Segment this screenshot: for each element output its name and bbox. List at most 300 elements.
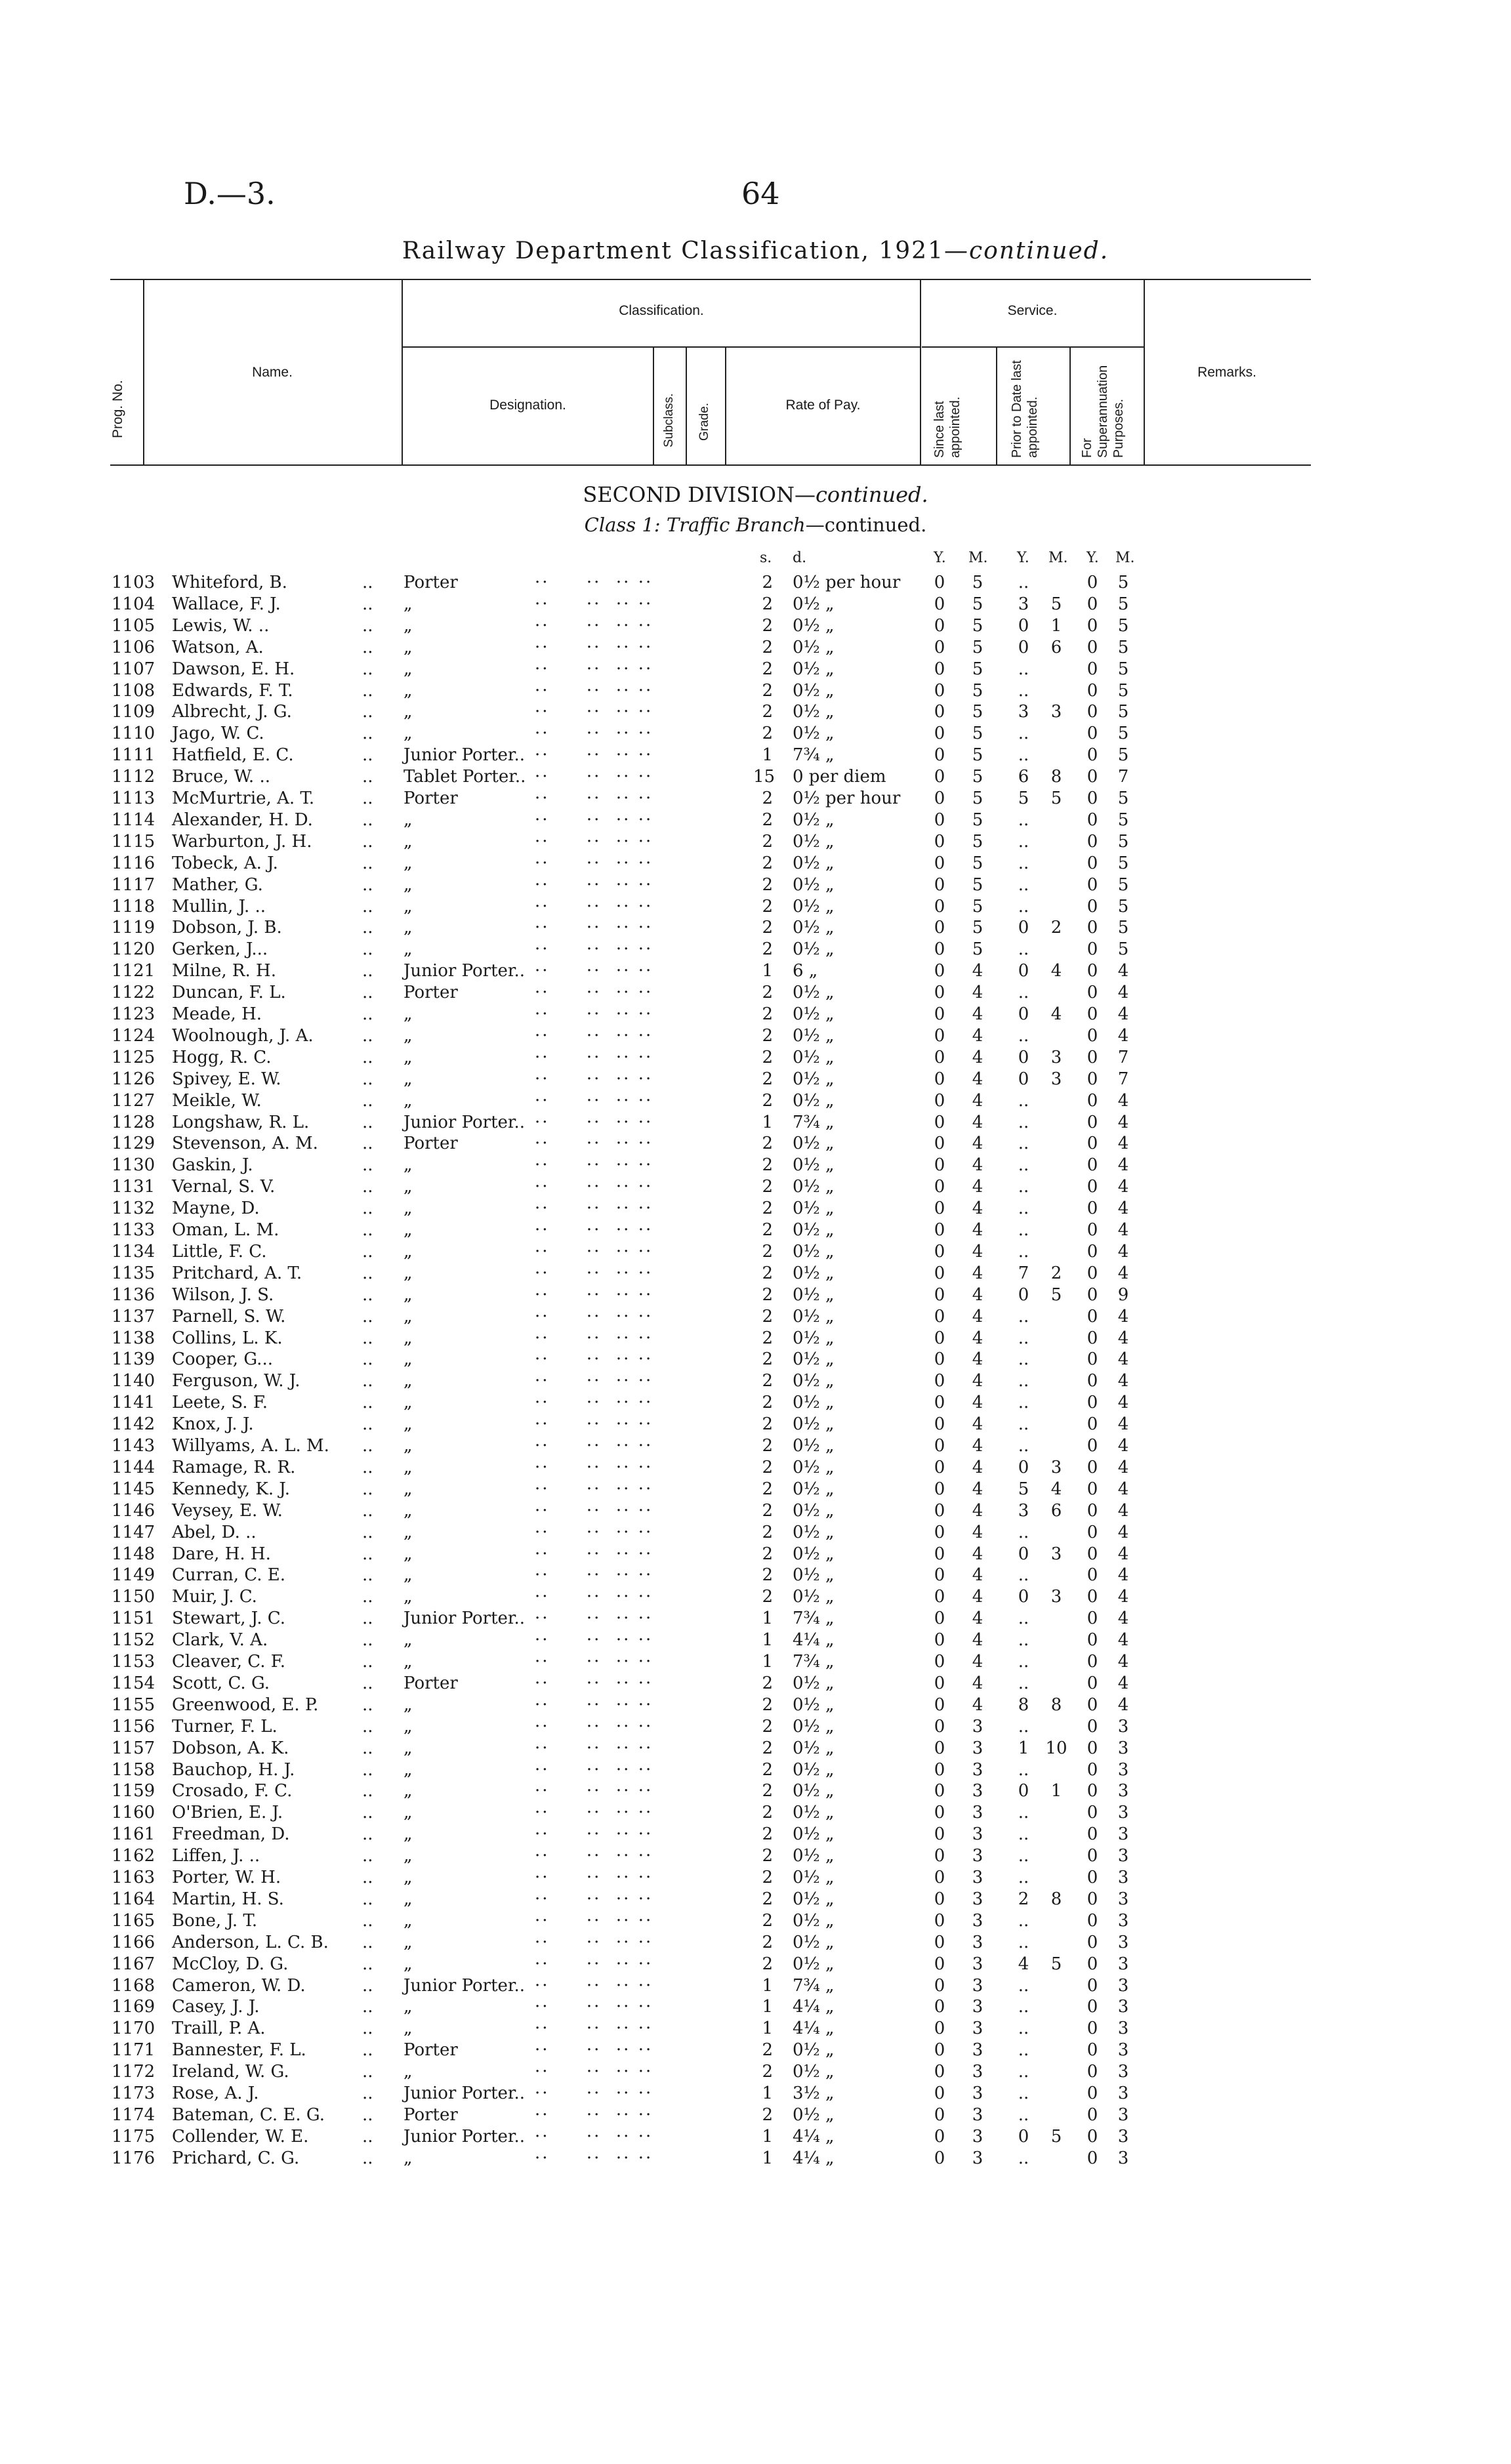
leader-dots: .. bbox=[362, 573, 373, 592]
super-years: 0 bbox=[1087, 615, 1098, 636]
super-months: 3 bbox=[1117, 2126, 1129, 2146]
prog-number: 1152 bbox=[112, 1630, 155, 1651]
leader-dots-rule: ·· ·· ·· ·· bbox=[535, 1716, 653, 1736]
super-months: 3 bbox=[1117, 1889, 1129, 1909]
leader-dots-rule: ·· ·· ·· ·· bbox=[535, 702, 653, 722]
since-months: 4 bbox=[972, 1220, 983, 1240]
prog-number: 1168 bbox=[112, 1975, 155, 1996]
prior-years: .. bbox=[1018, 1306, 1029, 1326]
prior-years: 0 bbox=[1018, 1004, 1029, 1024]
rate-pence: 0½ „ bbox=[793, 1868, 835, 1887]
prior-years: .. bbox=[1018, 1522, 1029, 1542]
table-row bbox=[0, 2126, 1511, 2148]
super-years: 0 bbox=[1087, 939, 1098, 960]
rate-pence: 0½ „ bbox=[793, 2105, 835, 2125]
rate-pence: 0½ „ bbox=[793, 1349, 835, 1370]
leader-dots: .. bbox=[362, 1241, 373, 1262]
since-months: 5 bbox=[972, 789, 983, 808]
super-months: 4 bbox=[1117, 1544, 1129, 1564]
rate-shillings: 2 bbox=[762, 1500, 773, 1521]
prior-years: .. bbox=[1018, 896, 1029, 916]
prior-years: .. bbox=[1018, 745, 1029, 766]
rate-pence: 0½ „ bbox=[793, 1457, 835, 1477]
employee-name: Crosado, F. C. bbox=[172, 1781, 293, 1801]
super-months: 5 bbox=[1117, 615, 1129, 636]
super-years: 0 bbox=[1087, 2105, 1098, 2125]
since-months: 4 bbox=[972, 1199, 983, 1219]
rate-pence: 0½ „ bbox=[793, 1047, 835, 1067]
rate-pence: 0½ „ bbox=[793, 1954, 835, 1974]
designation: „ bbox=[404, 810, 413, 830]
prog-number: 1121 bbox=[112, 961, 155, 981]
leader-dots: .. bbox=[362, 1328, 373, 1348]
super-years: 0 bbox=[1087, 2148, 1098, 2168]
prior-years: .. bbox=[1018, 983, 1029, 1003]
table-row bbox=[0, 874, 1511, 896]
table-row bbox=[0, 1932, 1511, 1954]
employee-name: Traill, P. A. bbox=[172, 2019, 266, 2039]
leader-dots-rule: ·· ·· ·· ·· bbox=[535, 1846, 653, 1866]
super-years: 0 bbox=[1087, 1025, 1098, 1046]
since-months: 4 bbox=[972, 1652, 983, 1672]
rate-shillings: 15 bbox=[753, 767, 776, 787]
super-months: 4 bbox=[1117, 1199, 1129, 1219]
leader-dots-rule: ·· ·· ·· ·· bbox=[535, 918, 653, 938]
prior-months: 3 bbox=[1050, 1047, 1062, 1067]
prog-number: 1160 bbox=[112, 1803, 155, 1823]
prior-months: 10 bbox=[1045, 1738, 1067, 1758]
leader-dots-rule: ·· ·· ·· ·· bbox=[535, 1263, 653, 1283]
prior-years: .. bbox=[1018, 1609, 1029, 1629]
since-years: 0 bbox=[934, 2084, 945, 2103]
prior-years: 7 bbox=[1018, 1263, 1029, 1283]
class-heading bbox=[0, 514, 1511, 536]
since-months: 3 bbox=[972, 1738, 983, 1758]
rate-pence: 0½ „ bbox=[793, 1371, 835, 1391]
col-rule bbox=[686, 346, 687, 466]
leader-dots: .. bbox=[362, 1436, 373, 1456]
designation: „ bbox=[404, 1457, 413, 1477]
employee-name: Hogg, R. C. bbox=[172, 1047, 272, 1067]
rate-pence: 0½ „ bbox=[793, 1565, 835, 1586]
rate-pence: 0½ „ bbox=[793, 1910, 835, 1931]
prog-number: 1174 bbox=[112, 2105, 155, 2125]
rate-shillings: 2 bbox=[762, 1954, 773, 1974]
designation: „ bbox=[404, 1306, 413, 1326]
prior-years: .. bbox=[1018, 2148, 1029, 2168]
designation: „ bbox=[404, 1824, 413, 1845]
super-months: 5 bbox=[1117, 874, 1129, 895]
leader-dots-rule: ·· ·· ·· ·· bbox=[535, 2126, 653, 2146]
leader-dots: .. bbox=[362, 745, 373, 766]
since-years: 0 bbox=[934, 680, 945, 701]
employee-name: Vernal, S. V. bbox=[172, 1177, 276, 1197]
table-row bbox=[0, 701, 1511, 723]
super-years: 0 bbox=[1087, 1652, 1098, 1672]
rule-service bbox=[922, 346, 1144, 348]
since-months: 3 bbox=[972, 2148, 983, 2168]
rate-shillings: 1 bbox=[762, 1975, 773, 1996]
super-months: 5 bbox=[1117, 896, 1129, 916]
employee-name: Knox, J. J. bbox=[172, 1414, 254, 1435]
prior-years: .. bbox=[1018, 874, 1029, 895]
table-row bbox=[0, 1133, 1511, 1155]
super-years: 0 bbox=[1087, 1284, 1098, 1305]
leader-dots: .. bbox=[362, 1652, 373, 1672]
prior-years: .. bbox=[1018, 1025, 1029, 1046]
rate-shillings: 2 bbox=[762, 1177, 773, 1197]
leader-dots-rule: ·· ·· ·· ·· bbox=[535, 789, 653, 808]
unit-years-3: Y. bbox=[1087, 550, 1099, 566]
table-row bbox=[0, 1284, 1511, 1306]
super-months: 3 bbox=[1117, 1846, 1129, 1866]
since-months: 4 bbox=[972, 1284, 983, 1305]
employee-name: Dobson, A. K. bbox=[172, 1738, 289, 1758]
rate-shillings: 2 bbox=[762, 573, 773, 592]
leader-dots: .. bbox=[362, 2084, 373, 2103]
designation: „ bbox=[404, 1522, 413, 1542]
since-years: 0 bbox=[934, 831, 945, 852]
employee-name: Bruce, W. .. bbox=[172, 767, 270, 787]
prior-years: .. bbox=[1018, 1090, 1029, 1111]
designation: „ bbox=[404, 1436, 413, 1456]
since-years: 0 bbox=[934, 1889, 945, 1909]
super-months: 3 bbox=[1117, 1738, 1129, 1758]
employee-name: Alexander, H. D. bbox=[172, 810, 313, 830]
prior-years: 0 bbox=[1018, 1781, 1029, 1801]
super-months: 4 bbox=[1117, 1457, 1129, 1477]
rate-shillings: 2 bbox=[762, 1910, 773, 1931]
prog-number: 1106 bbox=[112, 637, 155, 657]
leader-dots: .. bbox=[362, 896, 373, 916]
designation: „ bbox=[404, 1652, 413, 1672]
prog-number: 1148 bbox=[112, 1544, 155, 1564]
leader-dots-rule: ·· ·· ·· ·· bbox=[535, 1824, 653, 1845]
prog-number: 1118 bbox=[112, 896, 155, 916]
rate-shillings: 2 bbox=[762, 831, 773, 852]
rate-shillings: 2 bbox=[762, 1371, 773, 1391]
leader-dots-rule: ·· ·· ·· ·· bbox=[535, 680, 653, 701]
rate-shillings: 2 bbox=[762, 1673, 773, 1693]
leader-dots: .. bbox=[362, 1910, 373, 1931]
super-years: 0 bbox=[1087, 918, 1098, 938]
leader-dots-rule: ·· ·· ·· ·· bbox=[535, 1047, 653, 1067]
table-row bbox=[0, 1435, 1511, 1457]
since-months: 5 bbox=[972, 810, 983, 830]
rate-pence: 0½ „ bbox=[793, 594, 835, 614]
since-years: 0 bbox=[934, 1759, 945, 1780]
leader-dots-rule: ·· ·· ·· ·· bbox=[535, 1436, 653, 1456]
leader-dots: .. bbox=[362, 637, 373, 657]
prog-number: 1166 bbox=[112, 1932, 155, 1952]
rate-shillings: 1 bbox=[762, 2126, 773, 2146]
designation: „ bbox=[404, 1004, 413, 1024]
since-months: 5 bbox=[972, 573, 983, 592]
super-years: 0 bbox=[1087, 2084, 1098, 2103]
since-months: 3 bbox=[972, 1975, 983, 1996]
since-months: 5 bbox=[972, 615, 983, 636]
leader-dots: .. bbox=[362, 1932, 373, 1952]
section-continued: continued. bbox=[815, 482, 928, 507]
super-years: 0 bbox=[1087, 1609, 1098, 1629]
prior-years: .. bbox=[1018, 2105, 1029, 2125]
super-months: 3 bbox=[1117, 2062, 1129, 2082]
since-months: 3 bbox=[972, 2062, 983, 2082]
prog-number: 1155 bbox=[112, 1694, 155, 1715]
designation: „ bbox=[404, 724, 413, 744]
since-months: 4 bbox=[972, 1134, 983, 1154]
prog-number: 1123 bbox=[112, 1004, 155, 1024]
header-superannuation: For Superannuation Purposes. bbox=[1080, 365, 1126, 458]
table-row bbox=[0, 1392, 1511, 1414]
super-months: 5 bbox=[1117, 659, 1129, 679]
prog-number: 1113 bbox=[112, 789, 155, 808]
since-months: 4 bbox=[972, 983, 983, 1003]
prior-months: 5 bbox=[1050, 1284, 1062, 1305]
prior-years: .. bbox=[1018, 1371, 1029, 1391]
rate-shillings: 2 bbox=[762, 1090, 773, 1111]
designation: Junior Porter.. bbox=[404, 1975, 526, 1996]
since-months: 3 bbox=[972, 1716, 983, 1736]
table-row bbox=[0, 1069, 1511, 1090]
leader-dots-rule: ·· ·· ·· ·· bbox=[535, 1328, 653, 1348]
leader-dots-rule: ·· ·· ·· ·· bbox=[535, 1694, 653, 1715]
since-months: 4 bbox=[972, 1263, 983, 1283]
since-months: 4 bbox=[972, 1328, 983, 1348]
designation: „ bbox=[404, 1544, 413, 1564]
leader-dots: .. bbox=[362, 1781, 373, 1801]
rate-pence: 0½ „ bbox=[793, 1500, 835, 1521]
super-months: 4 bbox=[1117, 1393, 1129, 1413]
super-months: 4 bbox=[1117, 1565, 1129, 1586]
table-row bbox=[0, 1738, 1511, 1759]
prior-years: .. bbox=[1018, 1241, 1029, 1262]
rate-shillings: 2 bbox=[762, 1544, 773, 1564]
employee-name: Hatfield, E. C. bbox=[172, 745, 294, 766]
rate-shillings: 2 bbox=[762, 1436, 773, 1456]
designation: „ bbox=[404, 615, 413, 636]
prog-number: 1159 bbox=[112, 1781, 155, 1801]
rate-pence: 0½ „ bbox=[793, 853, 835, 873]
rate-shillings: 2 bbox=[762, 1393, 773, 1413]
prior-months: 3 bbox=[1050, 1587, 1062, 1607]
designation: „ bbox=[404, 1199, 413, 1219]
designation: Porter bbox=[404, 1673, 458, 1693]
since-months: 4 bbox=[972, 1457, 983, 1477]
rate-shillings: 2 bbox=[762, 1328, 773, 1348]
since-years: 0 bbox=[934, 724, 945, 744]
rate-shillings: 2 bbox=[762, 1457, 773, 1477]
designation: „ bbox=[404, 1910, 413, 1931]
leader-dots: .. bbox=[362, 1954, 373, 1974]
designation: „ bbox=[404, 1781, 413, 1801]
rate-shillings: 2 bbox=[762, 702, 773, 722]
employee-name: Mullin, J. .. bbox=[172, 896, 266, 916]
super-months: 4 bbox=[1117, 1090, 1129, 1111]
rate-pence: 0½ „ bbox=[793, 702, 835, 722]
super-months: 3 bbox=[1117, 1975, 1129, 1996]
table-row bbox=[0, 615, 1511, 637]
prog-number: 1135 bbox=[112, 1263, 155, 1283]
since-months: 3 bbox=[972, 1954, 983, 1974]
since-years: 0 bbox=[934, 1306, 945, 1326]
leader-dots: .. bbox=[362, 1306, 373, 1326]
leader-dots-rule: ·· ·· ·· ·· bbox=[535, 1069, 653, 1089]
leader-dots: .. bbox=[362, 1889, 373, 1909]
prog-number: 1169 bbox=[112, 1997, 155, 2017]
prog-number: 1145 bbox=[112, 1479, 155, 1499]
since-months: 4 bbox=[972, 1544, 983, 1564]
leader-dots-rule: ·· ·· ·· ·· bbox=[535, 1738, 653, 1758]
employee-name: Tobeck, A. J. bbox=[172, 853, 278, 873]
since-years: 0 bbox=[934, 1457, 945, 1477]
rate-pence: 0½ „ bbox=[793, 1781, 835, 1801]
rate-shillings: 1 bbox=[762, 961, 773, 981]
rate-shillings: 2 bbox=[762, 2105, 773, 2125]
designation: „ bbox=[404, 680, 413, 701]
designation: „ bbox=[404, 1889, 413, 1909]
prog-number: 1161 bbox=[112, 1824, 155, 1845]
since-months: 5 bbox=[972, 702, 983, 722]
since-years: 0 bbox=[934, 637, 945, 657]
leader-dots: .. bbox=[362, 594, 373, 614]
leader-dots: .. bbox=[362, 853, 373, 873]
super-years: 0 bbox=[1087, 2019, 1098, 2039]
leader-dots: .. bbox=[362, 874, 373, 895]
since-years: 0 bbox=[934, 961, 945, 981]
designation: „ bbox=[404, 1371, 413, 1391]
super-months: 9 bbox=[1117, 1284, 1129, 1305]
table-row bbox=[0, 1457, 1511, 1479]
super-years: 0 bbox=[1087, 1112, 1098, 1132]
employee-name: Duncan, F. L. bbox=[172, 983, 286, 1003]
designation: „ bbox=[404, 1220, 413, 1240]
super-years: 0 bbox=[1087, 853, 1098, 873]
since-months: 4 bbox=[972, 1673, 983, 1693]
since-months: 4 bbox=[972, 1112, 983, 1132]
since-months: 4 bbox=[972, 1025, 983, 1046]
designation: „ bbox=[404, 1694, 413, 1715]
prior-years: 0 bbox=[1018, 1457, 1029, 1477]
rate-pence: 0½ „ bbox=[793, 1716, 835, 1736]
rate-shillings: 1 bbox=[762, 1112, 773, 1132]
leader-dots: .. bbox=[362, 961, 373, 981]
designation: Junior Porter.. bbox=[404, 1609, 526, 1629]
prior-years: 3 bbox=[1018, 1500, 1029, 1521]
designation: „ bbox=[404, 874, 413, 895]
prog-number: 1143 bbox=[112, 1436, 155, 1456]
rate-pence: 0½ „ bbox=[793, 1241, 835, 1262]
table-row bbox=[0, 2061, 1511, 2083]
rate-pence: 0½ „ bbox=[793, 1846, 835, 1866]
employee-name: Freedman, D. bbox=[172, 1824, 290, 1845]
rate-pence: 4¼ „ bbox=[793, 2126, 835, 2146]
table-row bbox=[0, 1414, 1511, 1435]
prog-number: 1109 bbox=[112, 702, 155, 722]
prior-years: 8 bbox=[1018, 1694, 1029, 1715]
rate-shillings: 2 bbox=[762, 1824, 773, 1845]
prior-months: 5 bbox=[1050, 1954, 1062, 1974]
leader-dots-rule: ·· ·· ·· ·· bbox=[535, 1241, 653, 1262]
designation: „ bbox=[404, 2148, 413, 2168]
since-months: 3 bbox=[972, 1932, 983, 1952]
super-years: 0 bbox=[1087, 961, 1098, 981]
since-years: 0 bbox=[934, 1522, 945, 1542]
leader-dots-rule: ·· ·· ·· ·· bbox=[535, 1868, 653, 1887]
super-months: 3 bbox=[1117, 1803, 1129, 1823]
since-months: 5 bbox=[972, 918, 983, 938]
super-years: 0 bbox=[1087, 1716, 1098, 1736]
employee-name: Leete, S. F. bbox=[172, 1393, 268, 1413]
leader-dots: .. bbox=[362, 1069, 373, 1089]
leader-dots-rule: ·· ·· ·· ·· bbox=[535, 1759, 653, 1780]
super-months: 5 bbox=[1117, 745, 1129, 766]
leader-dots-rule: ·· ·· ·· ·· bbox=[535, 1155, 653, 1176]
prog-number: 1144 bbox=[112, 1457, 155, 1477]
super-months: 3 bbox=[1117, 2148, 1129, 2168]
class-continued: —continued. bbox=[805, 514, 927, 536]
designation: Junior Porter.. bbox=[404, 745, 526, 766]
prior-years: .. bbox=[1018, 1630, 1029, 1651]
employee-name: Milne, R. H. bbox=[172, 961, 276, 981]
table-row bbox=[0, 1500, 1511, 1522]
designation: „ bbox=[404, 2062, 413, 2082]
prior-years: .. bbox=[1018, 1932, 1029, 1952]
rate-shillings: 2 bbox=[762, 724, 773, 744]
since-months: 3 bbox=[972, 1868, 983, 1887]
since-years: 0 bbox=[934, 1199, 945, 1219]
unit-shillings: s. bbox=[760, 550, 772, 566]
rule-top bbox=[110, 279, 1311, 280]
designation: Porter bbox=[404, 983, 458, 1003]
employee-name: Dobson, J. B. bbox=[172, 918, 282, 938]
leader-dots-rule: ·· ·· ·· ·· bbox=[535, 939, 653, 960]
super-months: 4 bbox=[1117, 961, 1129, 981]
leader-dots: .. bbox=[362, 918, 373, 938]
prior-years: .. bbox=[1018, 1716, 1029, 1736]
super-years: 0 bbox=[1087, 1544, 1098, 1564]
designation: „ bbox=[404, 2019, 413, 2039]
table-row bbox=[0, 1630, 1511, 1651]
rate-shillings: 2 bbox=[762, 874, 773, 895]
since-years: 0 bbox=[934, 1954, 945, 1974]
leader-dots: .. bbox=[362, 1112, 373, 1132]
employee-name: Clark, V. A. bbox=[172, 1630, 268, 1651]
leader-dots: .. bbox=[362, 1177, 373, 1197]
super-years: 0 bbox=[1087, 680, 1098, 701]
leader-dots-rule: ·· ·· ·· ·· bbox=[535, 831, 653, 852]
table-row bbox=[0, 1867, 1511, 1889]
leader-dots-rule: ·· ·· ·· ·· bbox=[535, 1177, 653, 1197]
leader-dots-rule: ·· ·· ·· ·· bbox=[535, 724, 653, 744]
prior-years: .. bbox=[1018, 2084, 1029, 2103]
leader-dots: .. bbox=[362, 1824, 373, 1845]
table-row bbox=[0, 1306, 1511, 1328]
since-months: 4 bbox=[972, 1090, 983, 1111]
prog-number: 1133 bbox=[112, 1220, 155, 1240]
employee-name: Bateman, C. E. G. bbox=[172, 2105, 325, 2125]
leader-dots: .. bbox=[362, 702, 373, 722]
since-years: 0 bbox=[934, 2040, 945, 2061]
leader-dots: .. bbox=[362, 2040, 373, 2061]
prog-number: 1172 bbox=[112, 2062, 155, 2082]
table-row bbox=[0, 896, 1511, 918]
prog-number: 1150 bbox=[112, 1587, 155, 1607]
title-continued: continued. bbox=[969, 237, 1109, 264]
leader-dots: .. bbox=[362, 2105, 373, 2125]
leader-dots: .. bbox=[362, 1587, 373, 1607]
prior-years: .. bbox=[1018, 853, 1029, 873]
